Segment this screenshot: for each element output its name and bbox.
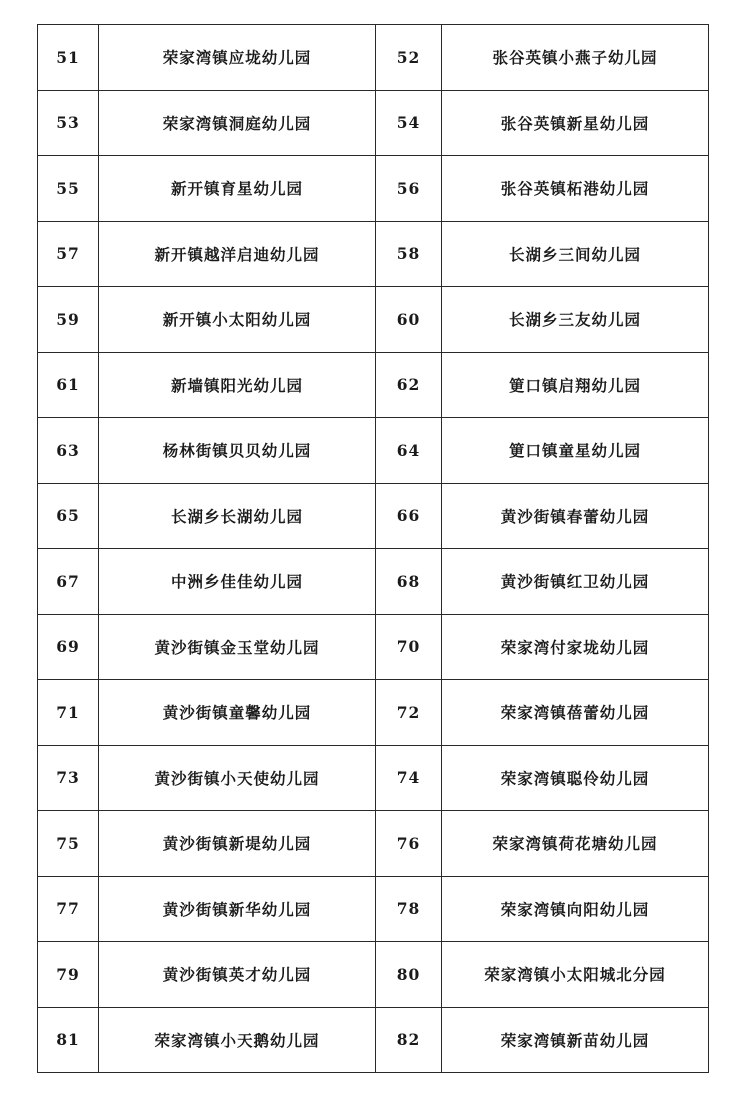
kindergarten-name-right: 黄沙街镇红卫幼儿园 xyxy=(442,549,709,615)
row-number-left: 67 xyxy=(38,549,99,615)
kindergarten-name-left: 黄沙街镇童馨幼儿园 xyxy=(99,680,376,746)
table-row xyxy=(38,680,709,746)
table-row xyxy=(38,352,709,418)
kindergarten-name-right: 筻口镇启翔幼儿园 xyxy=(442,352,709,418)
table-body xyxy=(38,25,709,1073)
table-row xyxy=(38,25,709,91)
kindergarten-name-left: 黄沙街镇新华幼儿园 xyxy=(99,876,376,942)
kindergarten-name-left: 新开镇小太阳幼儿园 xyxy=(99,287,376,353)
row-number-left: 75 xyxy=(38,811,99,877)
row-number-left: 51 xyxy=(38,25,99,91)
kindergarten-name-left: 黄沙街镇英才幼儿园 xyxy=(99,942,376,1008)
kindergarten-name-right: 张谷英镇小燕子幼儿园 xyxy=(442,25,709,91)
kindergarten-name-left: 新开镇越洋启迪幼儿园 xyxy=(99,221,376,287)
table-row xyxy=(38,811,709,877)
kindergarten-name-right: 荣家湾镇新苗幼儿园 xyxy=(442,1007,709,1073)
kindergarten-name-right: 长湖乡三间幼儿园 xyxy=(442,221,709,287)
kindergarten-name-left: 黄沙街镇新堤幼儿园 xyxy=(99,811,376,877)
row-number-right: 72 xyxy=(376,680,442,746)
row-number-left: 61 xyxy=(38,352,99,418)
row-number-left: 63 xyxy=(38,418,99,484)
kindergarten-name-right: 张谷英镇新星幼儿园 xyxy=(442,90,709,156)
row-number-left: 81 xyxy=(38,1007,99,1073)
row-number-right: 54 xyxy=(376,90,442,156)
kindergarten-name-right: 荣家湾镇蓓蕾幼儿园 xyxy=(442,680,709,746)
row-number-right: 64 xyxy=(376,418,442,484)
row-number-right: 76 xyxy=(376,811,442,877)
row-number-left: 59 xyxy=(38,287,99,353)
kindergarten-name-left: 荣家湾镇应垅幼儿园 xyxy=(99,25,376,91)
row-number-right: 58 xyxy=(376,221,442,287)
table-row xyxy=(38,549,709,615)
row-number-right: 62 xyxy=(376,352,442,418)
kindergarten-name-right: 长湖乡三友幼儿园 xyxy=(442,287,709,353)
row-number-left: 57 xyxy=(38,221,99,287)
kindergarten-name-right: 荣家湾镇向阳幼儿园 xyxy=(442,876,709,942)
kindergarten-name-left: 荣家湾镇洞庭幼儿园 xyxy=(99,90,376,156)
row-number-left: 77 xyxy=(38,876,99,942)
row-number-right: 70 xyxy=(376,614,442,680)
table-row xyxy=(38,942,709,1008)
table-row xyxy=(38,483,709,549)
row-number-right: 60 xyxy=(376,287,442,353)
table-row xyxy=(38,876,709,942)
kindergarten-name-left: 长湖乡长湖幼儿园 xyxy=(99,483,376,549)
table-row xyxy=(38,90,709,156)
kindergarten-table xyxy=(37,24,709,1073)
kindergarten-name-right: 黄沙街镇春蕾幼儿园 xyxy=(442,483,709,549)
kindergarten-name-left: 新开镇育星幼儿园 xyxy=(99,156,376,222)
table-row xyxy=(38,287,709,353)
row-number-left: 79 xyxy=(38,942,99,1008)
table-row xyxy=(38,156,709,222)
kindergarten-name-left: 黄沙街镇小天使幼儿园 xyxy=(99,745,376,811)
row-number-right: 56 xyxy=(376,156,442,222)
row-number-left: 53 xyxy=(38,90,99,156)
row-number-right: 80 xyxy=(376,942,442,1008)
row-number-right: 74 xyxy=(376,745,442,811)
table-row xyxy=(38,745,709,811)
row-number-left: 65 xyxy=(38,483,99,549)
kindergarten-name-right: 筻口镇童星幼儿园 xyxy=(442,418,709,484)
row-number-right: 78 xyxy=(376,876,442,942)
kindergarten-name-right: 荣家湾付家垅幼儿园 xyxy=(442,614,709,680)
kindergarten-name-right: 荣家湾镇聪伶幼儿园 xyxy=(442,745,709,811)
row-number-right: 52 xyxy=(376,25,442,91)
table-row xyxy=(38,418,709,484)
table-row xyxy=(38,614,709,680)
row-number-left: 55 xyxy=(38,156,99,222)
row-number-left: 71 xyxy=(38,680,99,746)
row-number-right: 82 xyxy=(376,1007,442,1073)
table-row xyxy=(38,1007,709,1073)
kindergarten-name-left: 荣家湾镇小天鹅幼儿园 xyxy=(99,1007,376,1073)
kindergarten-name-right: 张谷英镇柘港幼儿园 xyxy=(442,156,709,222)
row-number-right: 68 xyxy=(376,549,442,615)
kindergarten-name-left: 中洲乡佳佳幼儿园 xyxy=(99,549,376,615)
row-number-left: 73 xyxy=(38,745,99,811)
row-number-left: 69 xyxy=(38,614,99,680)
row-number-right: 66 xyxy=(376,483,442,549)
kindergarten-name-right: 荣家湾镇荷花塘幼儿园 xyxy=(442,811,709,877)
kindergarten-name-right: 荣家湾镇小太阳城北分园 xyxy=(442,942,709,1008)
table-row xyxy=(38,221,709,287)
kindergarten-name-left: 杨林街镇贝贝幼儿园 xyxy=(99,418,376,484)
kindergarten-name-left: 新墙镇阳光幼儿园 xyxy=(99,352,376,418)
kindergarten-name-left: 黄沙街镇金玉堂幼儿园 xyxy=(99,614,376,680)
